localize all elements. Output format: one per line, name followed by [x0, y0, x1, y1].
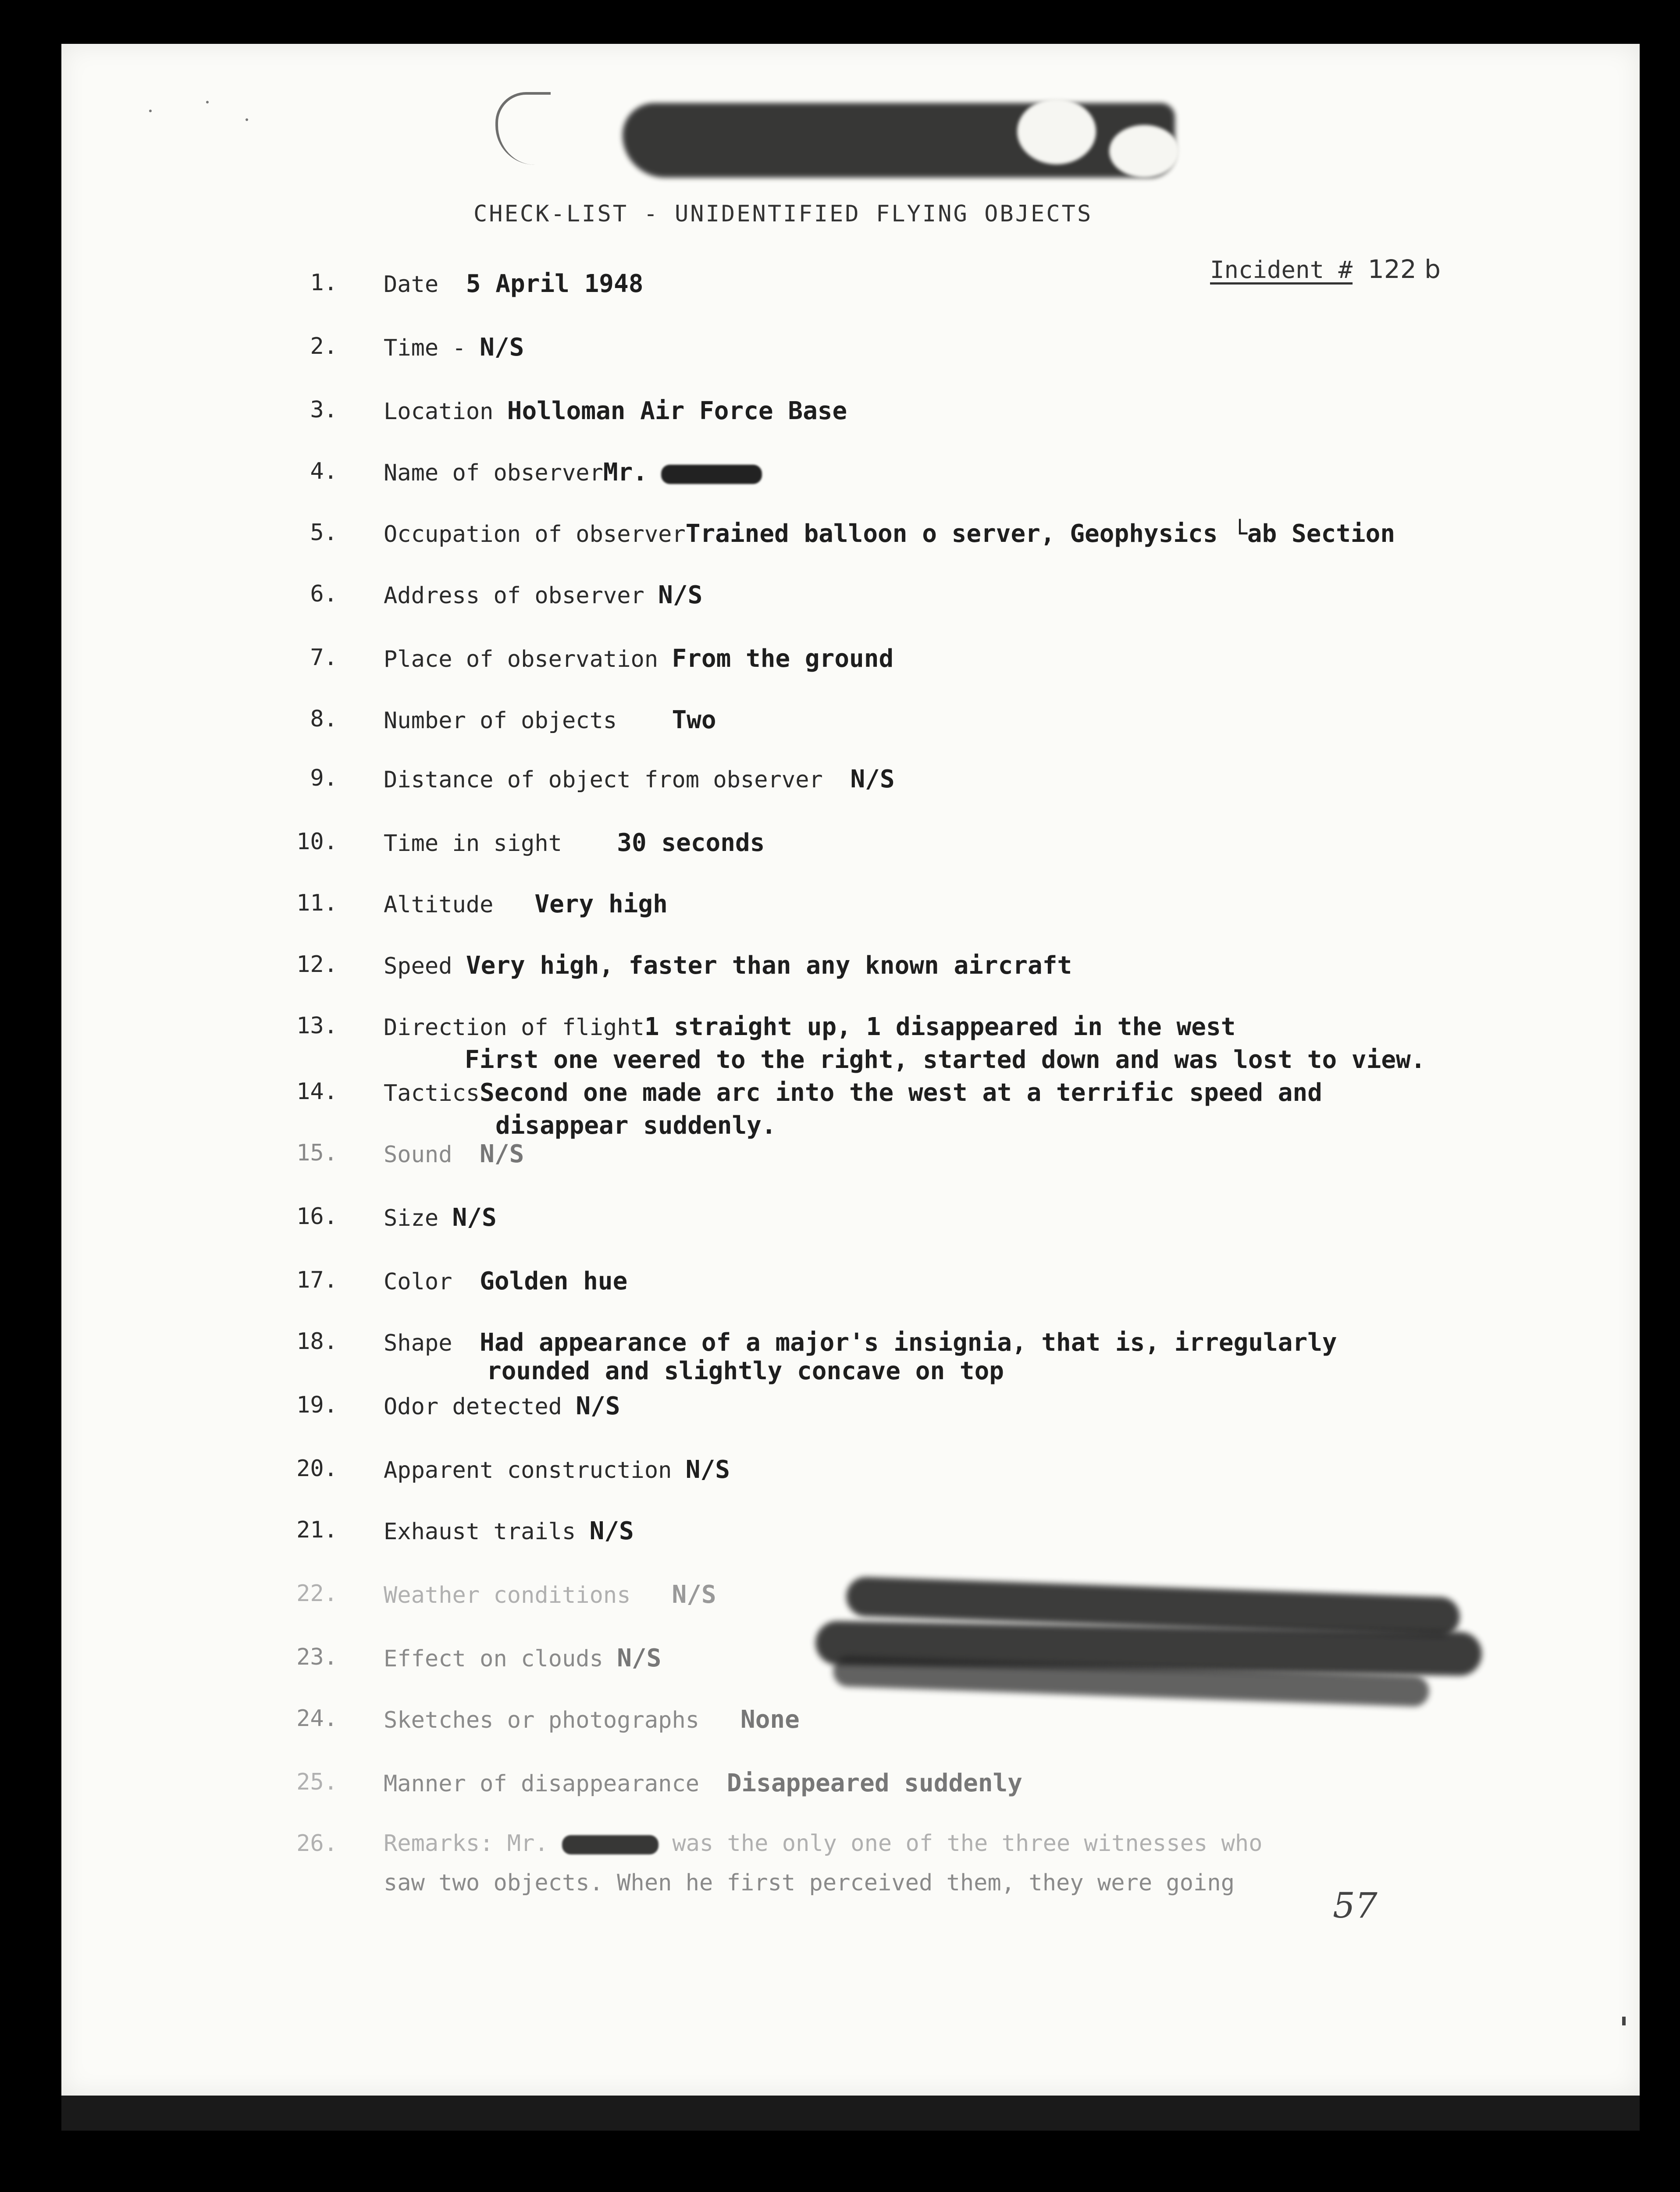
item-label: Weather conditions [384, 1582, 631, 1608]
item-number: 8. [310, 706, 338, 732]
item-label: Number of objects [384, 708, 617, 734]
item-label: Occupation of observer [384, 521, 686, 548]
item-number: 22. [296, 1580, 338, 1607]
checklist-item [384, 765, 895, 794]
item-value: N/S [617, 1644, 662, 1672]
checklist-item [384, 1392, 620, 1420]
item-number: 21. [296, 1517, 338, 1543]
dust-speck [246, 118, 248, 121]
incident-value: 122 b [1368, 254, 1441, 284]
item-value: Very high, faster than any known aircraft [466, 951, 1072, 980]
item-label: Direction of flight [384, 1014, 644, 1041]
item-value: N/S [658, 581, 703, 609]
tactics-continuation: disappear suddenly. [495, 1111, 776, 1140]
item-value: N/S [685, 1455, 730, 1484]
checklist-item [384, 1455, 730, 1484]
checklist-item [384, 270, 643, 298]
item-value: Holloman Air Force Base [507, 397, 847, 425]
item-label: Exhaust trails [384, 1519, 576, 1545]
item-number: 20. [296, 1455, 338, 1482]
item-number: 14. [296, 1078, 338, 1105]
item-label: Remarks: [384, 1830, 494, 1857]
dust-speck [206, 101, 209, 103]
item-label: Tactics [384, 1080, 480, 1107]
item-number: 19. [296, 1392, 338, 1418]
item-value: Mr. [507, 1830, 548, 1857]
item-number: 26. [296, 1830, 338, 1857]
incident-label: Incident # [1210, 256, 1353, 284]
film-border [61, 2096, 1640, 2131]
checklist-item [384, 644, 893, 673]
item-value: None [740, 1705, 800, 1734]
item-label: Time in sight [384, 830, 562, 857]
dust-speck [149, 110, 152, 112]
checklist-item [384, 520, 1395, 548]
item-label: Size [384, 1205, 439, 1231]
item-label: Time [384, 335, 439, 361]
item-number: 1. [310, 270, 338, 296]
item-label: Odor detected [384, 1394, 562, 1420]
item-label: Apparent construction [384, 1457, 672, 1484]
item-value: Had appearance of a major's insignia, that is, irregularly [480, 1328, 1337, 1357]
redaction-name [661, 465, 762, 484]
item-value: N/S [576, 1392, 620, 1420]
item-number: 25. [296, 1769, 338, 1795]
item-value: N/S [672, 1580, 716, 1609]
tactics-continuation: First one veered to the right, started down and was lost to view. [465, 1046, 1426, 1074]
item-value: Trained balloon o server, Geophysics └ab Section [685, 520, 1395, 548]
item-label: Date [384, 271, 439, 298]
item-number: 5. [310, 520, 338, 546]
item-number: 10. [296, 829, 338, 855]
item-number: 2. [310, 333, 338, 359]
item-label: Distance of object from observer [384, 767, 823, 793]
item-label: Sound [384, 1142, 452, 1168]
item-label: Address of observer [384, 583, 644, 609]
item-value: From the ground [672, 644, 894, 673]
item-value: 30 seconds [617, 829, 765, 857]
item-number: 17. [296, 1267, 338, 1293]
document-title: CHECK-LIST - UNIDENTIFIED FLYING OBJECTS [473, 201, 1093, 227]
item-label: Place of observation [384, 646, 658, 673]
item-label: Altitude [384, 892, 494, 918]
item-label: Location [384, 399, 494, 425]
checklist-item [384, 1078, 1322, 1107]
item-value: N/S [850, 765, 895, 794]
item-label: Color [384, 1269, 452, 1295]
item-value: Mr. [603, 458, 648, 487]
incident-number [1210, 254, 1441, 284]
checklist-item [384, 1769, 1022, 1797]
item-label: Speed [384, 953, 452, 979]
item-number: 12. [296, 951, 338, 978]
item-number: 24. [296, 1705, 338, 1732]
redaction-name [562, 1835, 658, 1854]
shape-continuation: rounded and slightly concave on top [487, 1357, 1004, 1385]
item-number: 7. [310, 644, 338, 671]
checklist-item [384, 1517, 634, 1545]
item-label: Sketches or photographs [384, 1707, 700, 1733]
redaction-gap [1017, 99, 1096, 164]
checklist-item [384, 890, 668, 918]
item-number: 13. [296, 1013, 338, 1039]
item-value: N/S [452, 1203, 497, 1232]
item-value: Golden hue [480, 1267, 628, 1295]
item-number: 6. [310, 581, 338, 607]
item-value: 5 April 1948 [466, 270, 644, 298]
checklist-item [384, 1644, 661, 1672]
item-label: Effect on clouds [384, 1646, 603, 1672]
checklist-item [384, 1203, 497, 1232]
checklist-item [384, 1705, 800, 1734]
checklist-item: Time - N/S [384, 333, 524, 362]
item-value: N/S [480, 333, 524, 362]
item-number: 23. [296, 1644, 338, 1670]
item-value: Second one made arc into the west at a terrific speed and [480, 1078, 1322, 1107]
remarks-line: saw two objects. When he first perceived them, they were going [384, 1870, 1235, 1896]
item-label: Name of observer [384, 460, 603, 486]
item-label: Shape [384, 1330, 452, 1356]
checklist-item [384, 1013, 1235, 1041]
item-value: N/S [480, 1140, 524, 1168]
item-value: 1 straight up, 1 disappeared in the west [644, 1013, 1236, 1041]
item-number: 15. [296, 1140, 338, 1166]
item-value: Disappeared suddenly [726, 1769, 1022, 1797]
checklist-item [384, 1328, 1337, 1357]
checklist-item [384, 951, 1072, 980]
checklist-item [384, 581, 702, 609]
item-label: Manner of disappearance [384, 1771, 700, 1797]
checklist-item [384, 397, 847, 425]
item-number: 16. [296, 1203, 338, 1230]
item-number: 3. [310, 397, 338, 423]
checklist-item [384, 829, 765, 857]
item-value: Very high [534, 890, 668, 918]
checklist-item [384, 1267, 627, 1295]
item-number: 18. [296, 1328, 338, 1355]
checklist-item [384, 1580, 716, 1609]
item-number: 11. [296, 890, 338, 916]
edge-mark [1622, 2017, 1626, 2025]
remarks-text: was the only one of the three witnesses who [672, 1830, 1263, 1857]
page-number: 57 [1333, 1885, 1377, 1926]
redaction-gap [1109, 125, 1179, 178]
checklist-item [384, 458, 762, 487]
item-value: N/S [589, 1517, 634, 1545]
item-number: 4. [310, 458, 338, 484]
item-value: Two [672, 706, 716, 734]
checklist-item [384, 1830, 1263, 1857]
checklist-item [384, 706, 716, 734]
item-number: 9. [310, 765, 338, 791]
checklist-item [384, 1140, 524, 1168]
